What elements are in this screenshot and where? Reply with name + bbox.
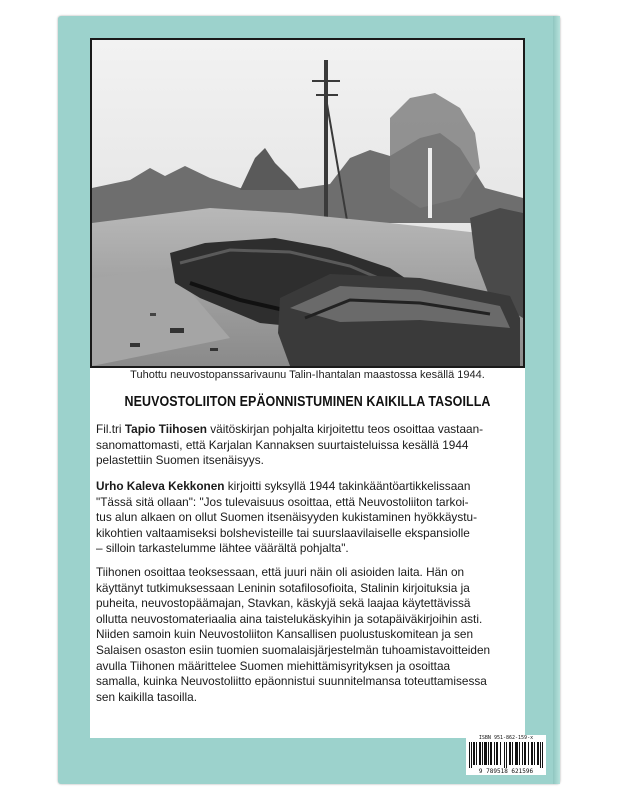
paragraph-3 [96, 565, 520, 705]
photo-caption: Tuhottu neuvostopanssarivaunu Talin-Ihantalan maastossa kesällä 1944. [130, 369, 485, 381]
paragraph-2-line-5: – silloin tarkastelumme lähtee väärältä pohjalta". [96, 541, 349, 556]
destroyed-tank-photo [90, 38, 525, 368]
paragraph-2-line-1 [96, 479, 520, 495]
author-name: Tapio Tiihosen [124, 422, 207, 436]
ean-number: 9 789518 621596 [478, 768, 534, 775]
paragraph-1-line-2: sanomattomasti, että Karjalan Kannaksen suurtaisteluissa kesällä 1944 [96, 437, 469, 452]
paragraph-3-line-1: Tiihonen osoittaa teoksessaan, että juuri näin oli asioiden laita. Hän on [96, 565, 465, 579]
paragraph-1-text: väitöskirjan pohjalta kirjoitettu teos osoittaa vastaan- [207, 422, 484, 436]
paragraph-3-line-8: samalla, kuinka Neuvostoliitto epäonnistui suunnitelmansa toteuttamisessa [96, 674, 487, 689]
paragraph-3-line-5: Niiden samoin kuin Neuvostoliiton Kansallisen puolustuskomitean ja sen [96, 627, 474, 642]
cover-edge [553, 16, 560, 784]
quoted-person: Urho Kaleva Kekkonen [96, 479, 225, 493]
paragraph-2-text: kirjoitti syksyllä 1944 takinkääntöartikkelissaan [224, 479, 471, 493]
paragraph-2-line-2: "Tässä sitä ollaan": "Jos tulevaisuus osoittaa, että Neuvostoliiton tarkoi- [96, 494, 469, 509]
paragraph-1-prefix: Fil.tri [96, 422, 125, 436]
isbn-number: ISBN 951-862-159-x [478, 735, 534, 741]
cover-photo [90, 38, 525, 368]
paragraph-3-line-6: Salaisen osaston esiin tuomien suomalaisjärjestelmän tuhoamistavoitteiden [96, 642, 491, 657]
paragraph-1-line-3: pelastettiin Suomen itsenäisyys. [96, 453, 264, 468]
paragraph-1-line-1 [96, 422, 520, 438]
paragraph-2-line-4: kikohtien valtaamiseksi bolshevisteille tai suurslaavilaiselle ekspansiolle [96, 525, 470, 540]
paragraph-3-line-7: avulla Tiihonen määrittelee Suomen miehittämisyrityksen ja osoittaa [96, 658, 451, 673]
paragraph-3-line-9: sen kaikilla tasoilla. [96, 689, 197, 704]
paragraph-1 [96, 422, 520, 469]
paragraph-3-line-3: puheita, neuvostopäämajan, Stavkan, käskyjä sekä laajaa käytettävissä [96, 596, 471, 611]
paragraph-3-line-2: käyttänyt tutkimuksessaan Leninin sotafilosofioita, Stalinin kirjoituksia ja [96, 580, 470, 595]
paragraph-3-line-4: ollutta neuvostomateriaalia aina taistelukäskyihin ja sotapäiväkirjoihin asti. [96, 611, 483, 626]
headline: NEUVOSTOLIITON EPÄONNISTUMINEN KAIKILLA TASOILLA [124, 394, 491, 410]
paragraph-2 [96, 479, 520, 557]
barcode-bars-icon [469, 742, 543, 768]
text-panel [90, 38, 525, 738]
isbn-barcode [466, 735, 546, 775]
paragraph-2-line-3: tus alun alkaen on ollut Suomen itsenäisyyden kukistaminen hyökkäystu- [96, 510, 477, 525]
